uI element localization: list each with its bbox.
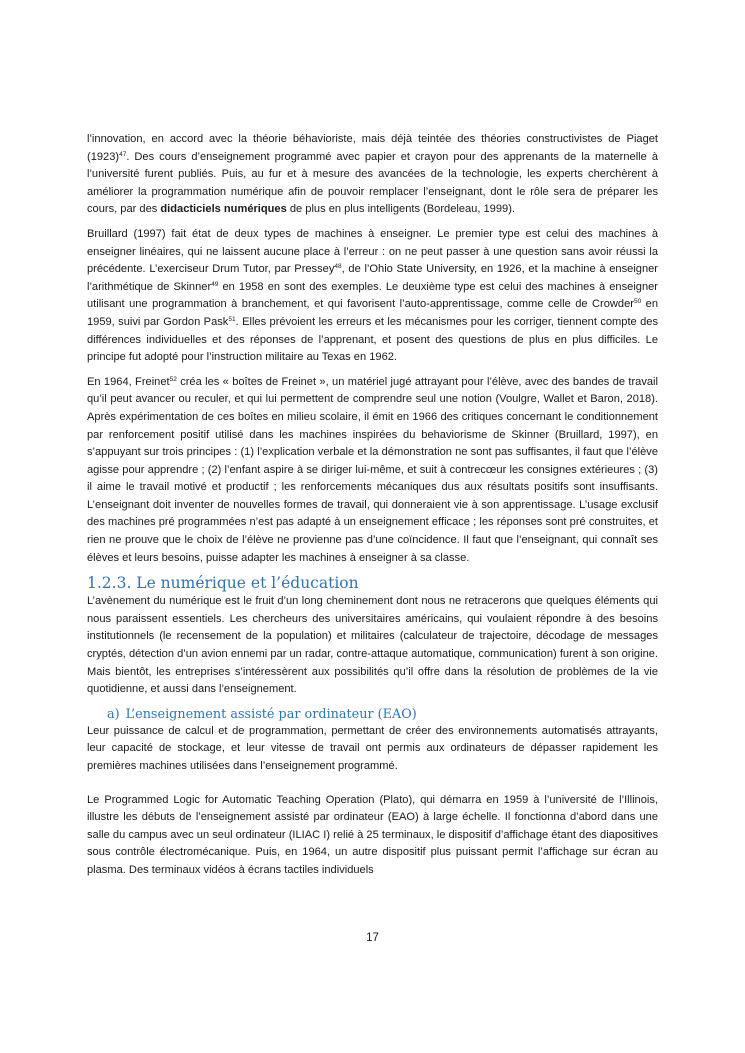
footnote-ref: 50 bbox=[633, 298, 642, 306]
text-run: , de l’Ohio State University, en 1926, et la machine à enseigner l’arithmétique de Skinner bbox=[87, 263, 658, 293]
footnote-ref: 52 bbox=[169, 375, 177, 383]
text-run: Bruillard (1997) fait état de deux types de machines à enseigner. Le premier type est celui des machines à enseigner linéaires, qui ne laissent aucune place à l’erreur : on ne peut passer à une question sans avoir réussi la précédente. L’exerciseur Drum Tutor, par Pressey bbox=[87, 227, 658, 276]
paragraph-1 bbox=[87, 131, 658, 219]
text-run: . Des cours d’enseignement programmé avec papier et crayon pour des apprenants de la maternelle à l’université furent publiés. Puis, au fur et à mesure des avancées de la technologie, les experts cherchèrent à améliorer la programmation numérique afin de pouvoir remplacer l’enseignant, dont le rôle sera de préparer les cours, par des bbox=[87, 150, 658, 216]
bold-term: didacticiels numériques bbox=[160, 203, 287, 216]
text-run: l’innovation, en accord avec la théorie béhavioriste, mais déjà teintée des théories constructivistes de Piaget (1923) bbox=[87, 133, 658, 163]
page-body bbox=[87, 131, 658, 880]
text-run: . Elles prévoient les erreurs et les mécanismes pour les corriger, tiennent compte des différences individuelles et des réponses de l’apprenant, et posent des questions de plus en plus difficiles. Le principe fut adopté pour l’instruction militaire au Texas en 1962. bbox=[87, 315, 659, 364]
text-run: en 1958 en sont des exemples. Le deuxième type est celui des machines à enseigner utilisant une programmation à branchement, et qui favorisent l’auto-apprentissage, comme celle de Crowder bbox=[87, 280, 658, 311]
text-run: créa les « boîtes de Freinet », un matériel jugé attrayant pour l’élève, avec des bandes de travail qu’il peut avancer ou reculer, et qui lui permettent de comprendre seul une notion (Voulgre, Wallet et Baron, 2018). Après expérimentation de ces boîtes en milieu scolaire, il émit en 1966 des critiques concernant le conditionnement par renforcement positif utilisé dans les machines inspirées du behaviorisme de Skinner (Bruillard, 1997), en s’appuyant sur trois principes : (1) l’explication verbale et la démonstration ne sont pas suffisantes, il faut que l’élève agisse pour apprendre ; (2) l’enfant aspire à se diriger lui-même, et suit à contrecœur les consignes extérieures ; (3) il aime le travail motivé et productif ; les renforcements mécaniques dus aux résultats positifs sont insuffisants. L’enseignant doit inventer de nouvelles formes de travail, qui donneraient vie à son apprentissage. L’usage exclusif des machines pré programmées n’est pas adapté à un enseignement efficace ; les réponses sont pré construites, et rien ne prouve que le choix de l’élève ne provienne pas d’une coïncidence. Il faut que l’enseignant, qui connaît ses élèves et leurs besoins, puisse adapter les machines à enseigner à sa classe. bbox=[87, 375, 658, 564]
text-run: de plus en plus intelligents (Bordeleau, 1999). bbox=[286, 203, 515, 216]
paragraph-6: Le Programmed Logic for Automatic Teaching Operation (Plato), qui démarra en 1959 à l’université de l’Illinois, illustre les débuts de l’enseignement assisté par ordinateur (EAO) à large échelle. Il fonctionna d’abord dans une salle du campus avec un seul ordinateur (ILIAC I) relié à 25 terminaux, le dispositif d’affichage étant des diapositives sous contrôle électromécanique. Puis, en 1964, un autre dispositif plus puissant permit l’affichage sur écran au plasma. Des terminaux vidéos à écrans tactiles individuels bbox=[87, 793, 658, 876]
subsection-heading bbox=[107, 706, 658, 723]
paragraph-2 bbox=[87, 226, 658, 367]
page-number: 17 bbox=[366, 932, 379, 944]
footnote-ref: 48 bbox=[334, 263, 342, 271]
section-heading: 1.2.3. Le numérique et l’éducation bbox=[87, 574, 359, 593]
paragraph-3 bbox=[87, 374, 658, 568]
footnote-ref: 47 bbox=[119, 150, 127, 158]
subsection-label: a) bbox=[107, 706, 120, 722]
paragraph-4: L’avènement du numérique est le fruit d’un long cheminement dont nous ne retracerons que quelques éléments qui nous paraissent essentiels. Les chercheurs des universitaires américains, qui voulaient répondre à des besoins institutionnels (le recensement de la population) et militaires (calculateur de trajectoire, décodage de messages cryptés, détection d’un avion ennemi par un radar, contre-attaque automatique, communication) furent à son origine. Mais bientôt, les entreprises s’intéressèrent aux possibilités qu’il offre dans la résolution de problèmes de la vie quotidienne, et aussi dans l’enseignement. bbox=[87, 595, 658, 696]
subsection-title: L’enseignement assisté par ordinateur (EAO) bbox=[125, 706, 417, 722]
text-run: En 1964, Freinet bbox=[87, 375, 170, 388]
footnote-ref: 49 bbox=[211, 280, 219, 288]
paragraph-5: Leur puissance de calcul et de programmation, permettant de créer des environnements automatisés attrayants, leur capacité de stockage, et leur vitesse de travail ont permis aux ordinateurs de dépasser rapidement les premières machines utilisées dans l’enseignement programmé. bbox=[87, 724, 658, 772]
text-run: en 1959, suivi par Gordon Pask bbox=[87, 298, 659, 328]
footnote-ref: 51 bbox=[228, 315, 236, 323]
